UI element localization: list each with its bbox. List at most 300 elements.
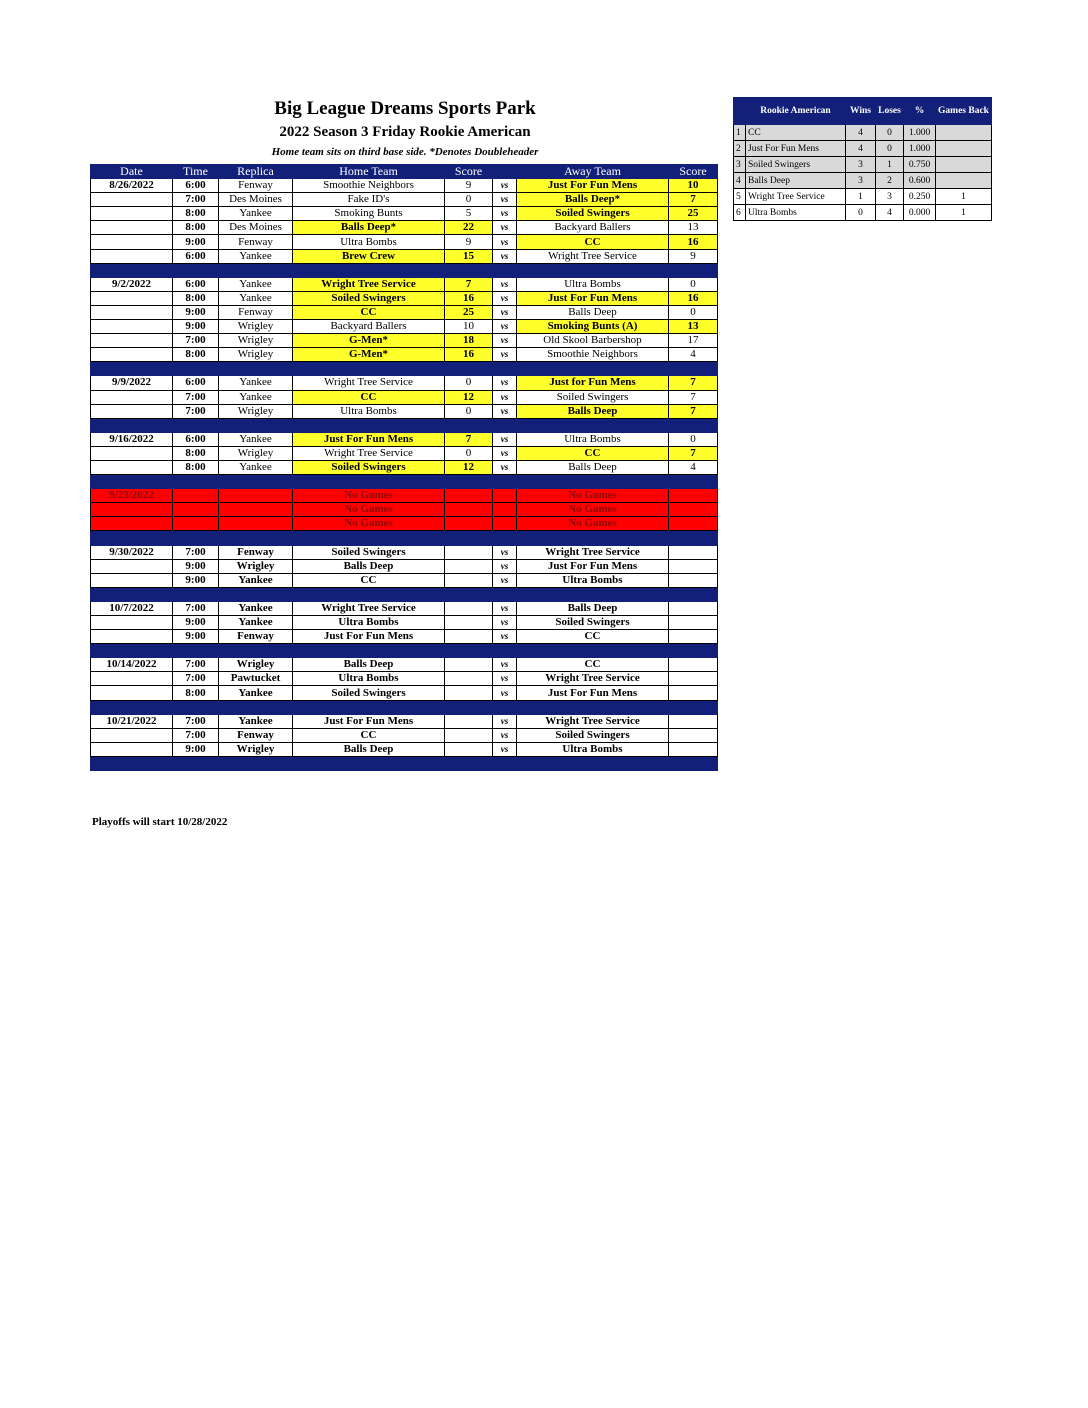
game-date [91,320,173,334]
week-separator [91,362,718,376]
away-team: Wright Tree Service [517,545,669,559]
game-date [91,559,173,573]
game-date: 10/14/2022 [91,658,173,672]
away-team: Soiled Swingers [517,728,669,742]
standings-row [734,173,992,189]
game-row [91,404,718,418]
game-row [91,658,718,672]
separator-cell [293,531,445,545]
game-date [91,503,173,517]
separator-cell [493,263,517,277]
game-time: 7:00 [173,714,219,728]
column-header: Replica [219,165,293,179]
vs-label: vs [493,432,517,446]
separator-cell [493,531,517,545]
game-field: Wrigley [219,404,293,418]
game-date [91,291,173,305]
separator-cell [173,587,219,601]
game-time: 8:00 [173,207,219,221]
standings-games-back [936,125,992,141]
standings-games-back: 1 [936,205,992,221]
home-score: 15 [445,249,493,263]
game-time: 8:00 [173,686,219,700]
game-row [91,545,718,559]
game-date: 8/26/2022 [91,179,173,193]
standings-games-back [936,157,992,173]
game-field: Pawtucket [219,672,293,686]
week-separator [91,587,718,601]
game-field: Yankee [219,460,293,474]
away-team: Wright Tree Service [517,672,669,686]
home-team: Ultra Bombs [293,404,445,418]
separator-cell [293,362,445,376]
away-team: Balls Deep [517,601,669,615]
game-date [91,221,173,235]
game-date: 9/23/2022 [91,489,173,503]
away-score: 7 [669,404,718,418]
separator-cell [173,362,219,376]
standings-pct: 0.750 [904,157,936,173]
standings-pct: 0.250 [904,189,936,205]
separator-cell [219,362,293,376]
game-date [91,235,173,249]
away-team: CC [517,446,669,460]
away-team: Wright Tree Service [517,714,669,728]
game-row [91,334,718,348]
separator-cell [219,263,293,277]
home-score [445,601,493,615]
separator-cell [517,756,669,770]
home-score [445,573,493,587]
home-score: 0 [445,376,493,390]
game-time: 6:00 [173,179,219,193]
away-score [669,686,718,700]
standings-games-back: 1 [936,189,992,205]
separator-cell [669,700,718,714]
game-field: Wrigley [219,348,293,362]
separator-cell [293,756,445,770]
home-score [445,742,493,756]
week-separator [91,418,718,432]
game-time: 6:00 [173,432,219,446]
week-separator [91,700,718,714]
separator-cell [669,475,718,489]
game-field: Yankee [219,686,293,700]
home-team: Wright Tree Service [293,376,445,390]
game-time: 9:00 [173,320,219,334]
home-team: Balls Deep* [293,221,445,235]
separator-cell [445,475,493,489]
standings-column-header: Wins [846,98,876,125]
away-score: 0 [669,277,718,291]
standings-column-header: Loses [876,98,904,125]
away-score: 9 [669,249,718,263]
game-row [91,517,718,531]
home-team: CC [293,390,445,404]
separator-cell [91,756,173,770]
separator-cell [219,587,293,601]
game-row [91,714,718,728]
game-field: Fenway [219,305,293,319]
standings-pct: 0.600 [904,173,936,189]
away-team: Wright Tree Service [517,249,669,263]
standings-losses: 4 [876,205,904,221]
game-row [91,235,718,249]
vs-label: vs [493,305,517,319]
separator-cell [91,362,173,376]
standings-column-header: % [904,98,936,125]
standings-games-back [936,173,992,189]
home-score: 9 [445,235,493,249]
game-field: Des Moines [219,193,293,207]
home-team: Ultra Bombs [293,235,445,249]
away-score: 7 [669,446,718,460]
game-field: Yankee [219,277,293,291]
standings-row [734,141,992,157]
vs-label: vs [493,742,517,756]
separator-cell [91,531,173,545]
game-field: Yankee [219,432,293,446]
game-date [91,630,173,644]
away-score: 10 [669,179,718,193]
away-team: Balls Deep [517,305,669,319]
home-team: CC [293,728,445,742]
standings-games-back [936,141,992,157]
game-time: 7:00 [173,390,219,404]
game-field: Yankee [219,376,293,390]
standings-team: Balls Deep [746,173,846,189]
standings-pct: 0.000 [904,205,936,221]
separator-cell [669,418,718,432]
game-time: 9:00 [173,616,219,630]
column-header [493,165,517,179]
game-row [91,446,718,460]
column-header: Home Team [293,165,445,179]
home-score: 10 [445,320,493,334]
game-time: 7:00 [173,334,219,348]
separator-cell [493,418,517,432]
game-date [91,348,173,362]
away-team: Just for Fun Mens [517,376,669,390]
home-score [445,503,493,517]
separator-cell [445,531,493,545]
home-score [445,672,493,686]
away-score [669,616,718,630]
game-row [91,489,718,503]
home-team: Brew Crew [293,249,445,263]
home-team: Just For Fun Mens [293,630,445,644]
game-date: 9/30/2022 [91,545,173,559]
home-team: Balls Deep [293,559,445,573]
away-score [669,601,718,615]
home-score: 18 [445,334,493,348]
game-time: 7:00 [173,658,219,672]
home-team: Smoking Bunts [293,207,445,221]
away-score: 16 [669,235,718,249]
game-row [91,221,718,235]
week-separator [91,756,718,770]
playoffs-note: Playoffs will start 10/28/2022 [92,816,228,828]
game-field [219,517,293,531]
standings-rank: 6 [734,205,746,221]
standings-row [734,157,992,173]
game-date [91,573,173,587]
home-score: 12 [445,390,493,404]
game-date [91,672,173,686]
away-team: Soiled Swingers [517,616,669,630]
away-team: Balls Deep* [517,193,669,207]
vs-label: vs [493,460,517,474]
game-date: 10/7/2022 [91,601,173,615]
separator-cell [173,475,219,489]
separator-cell [493,475,517,489]
vs-label [493,489,517,503]
away-team: Ultra Bombs [517,742,669,756]
separator-cell [293,644,445,658]
game-row [91,503,718,517]
standings-column-header: Rookie American [746,98,846,125]
game-time: 7:00 [173,728,219,742]
separator-cell [293,587,445,601]
away-score: 13 [669,320,718,334]
separator-cell [669,756,718,770]
game-field: Wrigley [219,559,293,573]
away-team: CC [517,630,669,644]
game-row [91,193,718,207]
game-field: Yankee [219,249,293,263]
separator-cell [91,644,173,658]
separator-cell [517,700,669,714]
game-time: 7:00 [173,193,219,207]
game-time [173,489,219,503]
standings-losses: 0 [876,141,904,157]
away-team: Ultra Bombs [517,277,669,291]
away-score [669,630,718,644]
game-date: 9/9/2022 [91,376,173,390]
separator-cell [219,756,293,770]
away-score: 16 [669,291,718,305]
game-row [91,686,718,700]
vs-label: vs [493,235,517,249]
separator-cell [173,644,219,658]
vs-label: vs [493,545,517,559]
game-date [91,404,173,418]
game-date [91,728,173,742]
standings-row [734,189,992,205]
separator-cell [669,644,718,658]
home-team: Soiled Swingers [293,545,445,559]
separator-cell [517,418,669,432]
away-team: Balls Deep [517,404,669,418]
schedule-header-row [91,165,718,179]
game-row [91,305,718,319]
vs-label: vs [493,601,517,615]
game-field: Yankee [219,714,293,728]
away-team: Balls Deep [517,460,669,474]
home-score: 16 [445,348,493,362]
game-time: 6:00 [173,249,219,263]
home-team: Soiled Swingers [293,686,445,700]
game-row [91,601,718,615]
game-time: 9:00 [173,305,219,319]
vs-label: vs [493,630,517,644]
game-field: Fenway [219,545,293,559]
home-score: 16 [445,291,493,305]
separator-cell [669,362,718,376]
away-score: 25 [669,207,718,221]
home-team: Backyard Ballers [293,320,445,334]
vs-label: vs [493,616,517,630]
game-row [91,179,718,193]
column-header: Away Team [517,165,669,179]
away-score: 7 [669,390,718,404]
away-score: 4 [669,460,718,474]
game-field: Fenway [219,235,293,249]
separator-cell [445,263,493,277]
vs-label: vs [493,728,517,742]
separator-cell [493,587,517,601]
column-header: Score [445,165,493,179]
separator-cell [445,756,493,770]
vs-label: vs [493,179,517,193]
standings-wins: 4 [846,141,876,157]
game-date [91,742,173,756]
vs-label: vs [493,348,517,362]
home-score [445,489,493,503]
home-team: Wright Tree Service [293,601,445,615]
home-score [445,517,493,531]
game-row [91,291,718,305]
away-team: Just For Fun Mens [517,291,669,305]
standings-team: Just For Fun Mens [746,141,846,157]
vs-label: vs [493,446,517,460]
separator-cell [493,644,517,658]
standings-losses: 1 [876,157,904,173]
standings-row [734,205,992,221]
standings-team: Wright Tree Service [746,189,846,205]
away-team: No Games [517,489,669,503]
standings-pct: 1.000 [904,141,936,157]
separator-cell [669,587,718,601]
vs-label: vs [493,193,517,207]
away-score [669,672,718,686]
separator-cell [517,531,669,545]
home-score: 22 [445,221,493,235]
column-header: Date [91,165,173,179]
game-field: Fenway [219,630,293,644]
week-separator [91,475,718,489]
week-separator [91,644,718,658]
separator-cell [293,263,445,277]
away-team: CC [517,235,669,249]
home-team: No Games [293,489,445,503]
game-date [91,390,173,404]
home-score: 0 [445,193,493,207]
separator-cell [219,418,293,432]
game-date [91,517,173,531]
game-time: 8:00 [173,348,219,362]
away-score [669,728,718,742]
vs-label: vs [493,658,517,672]
column-header: Score [669,165,718,179]
home-score: 9 [445,179,493,193]
away-score [669,489,718,503]
separator-cell [219,531,293,545]
away-team: Backyard Ballers [517,221,669,235]
home-score [445,616,493,630]
vs-label: vs [493,320,517,334]
away-team: CC [517,658,669,672]
separator-cell [517,475,669,489]
game-time: 8:00 [173,460,219,474]
away-team: Soiled Swingers [517,207,669,221]
home-team: Smoothie Neighbors [293,179,445,193]
away-score [669,559,718,573]
game-field: Yankee [219,291,293,305]
away-team: Smoking Bunts (A) [517,320,669,334]
vs-label: vs [493,672,517,686]
game-time: 7:00 [173,601,219,615]
game-date [91,334,173,348]
game-row [91,630,718,644]
vs-label: vs [493,686,517,700]
separator-cell [493,362,517,376]
standings-wins: 4 [846,125,876,141]
separator-cell [293,475,445,489]
home-score [445,658,493,672]
away-score: 0 [669,305,718,319]
separator-cell [173,531,219,545]
game-time: 7:00 [173,672,219,686]
game-row [91,742,718,756]
separator-cell [219,700,293,714]
game-time: 7:00 [173,545,219,559]
away-score [669,714,718,728]
home-score: 7 [445,277,493,291]
standings-rank: 1 [734,125,746,141]
home-team: Ultra Bombs [293,616,445,630]
game-time: 8:00 [173,291,219,305]
game-field: Wrigley [219,320,293,334]
game-field [219,489,293,503]
week-separator [91,263,718,277]
home-score: 12 [445,460,493,474]
game-row [91,559,718,573]
vs-label: vs [493,376,517,390]
game-row [91,320,718,334]
game-time: 8:00 [173,446,219,460]
game-row [91,672,718,686]
separator-cell [445,644,493,658]
game-date [91,616,173,630]
vs-label: vs [493,291,517,305]
standings-wins: 0 [846,205,876,221]
home-team: Just For Fun Mens [293,432,445,446]
game-time: 9:00 [173,630,219,644]
game-row [91,277,718,291]
home-team: Ultra Bombs [293,672,445,686]
vs-label [493,503,517,517]
vs-label: vs [493,714,517,728]
column-header: Time [173,165,219,179]
vs-label: vs [493,249,517,263]
away-team: Just For Fun Mens [517,179,669,193]
home-score [445,728,493,742]
separator-cell [91,700,173,714]
home-team: Soiled Swingers [293,291,445,305]
standings-wins: 3 [846,173,876,189]
separator-cell [669,531,718,545]
